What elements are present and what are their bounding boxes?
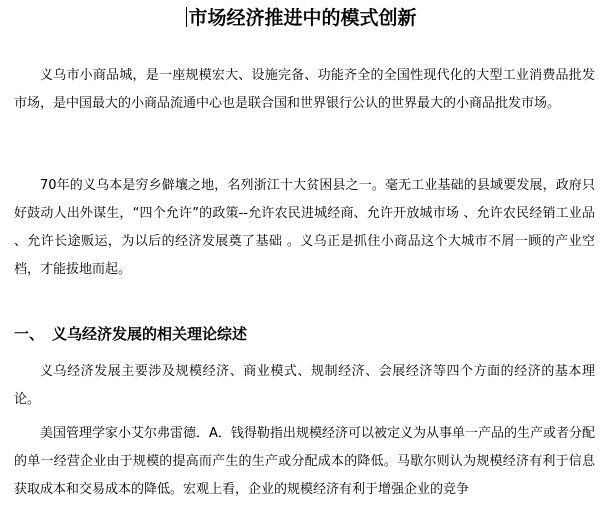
section-heading — [14, 322, 595, 346]
paragraph-history: 70年的义乌本是穷乡僻壤之地，名列浙江十大贫困县之一。毫无工业基础的县域要发展，政府只好鼓动人出外谋生，“四个允许”的政策--允许农民进城经商、允许开放城市场 、允许农民经销工业品 、允许长途贩运，为以后的经济发展奠了基础 。义乌正是抓住小商品这个大城市不屑一顾的产业空档，才能拔地而起。 — [14, 178, 595, 277]
section-number: 一、 — [14, 325, 45, 343]
section-title: 义乌经济发展的相关理论综述 — [52, 325, 248, 343]
paragraph-economies-of-scale: 美国管理学家小艾尔弗雷德．A．钱得勒指出规模经济可以被定义为从事单一产品的生产或者分配的单一经营企业由于规模的提高而产生的生产或分配成本的降低。马歇尔则认为规模经济有利于信息获取成本和交易成本的降低。宏观上看，企业的规模经济有利于增强企业的竞争 — [14, 426, 595, 497]
paragraph-intro: 义乌市小商品城，是一座规模宏大、设施完备、功能齐全的全国性现代化的大型工业消费品批发市场，是中国最大的小商品流通中心也是联合国和世界银行公认的世界最大的小商品批发市场。 — [14, 68, 595, 111]
paragraph-theory-overview: 义乌经济发展主要涉及规模经济、商业模式、规制经济、会展经济等四个方面的经济的基本理论。 — [14, 364, 595, 407]
document-title — [0, 4, 603, 32]
document-title-text: 市场经济推进中的模式创新 — [188, 7, 417, 29]
